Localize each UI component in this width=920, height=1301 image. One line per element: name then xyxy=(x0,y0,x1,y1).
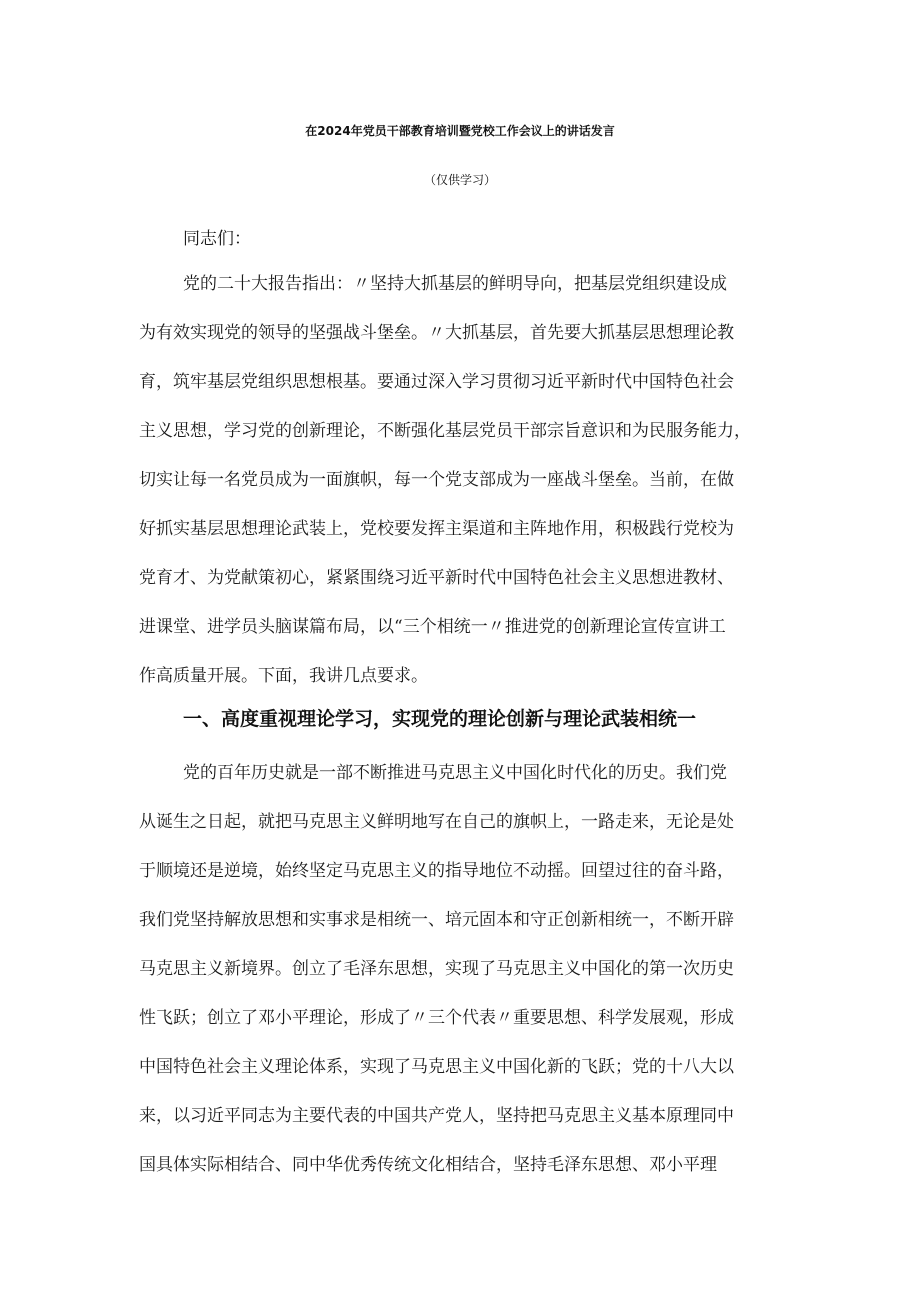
document-subtitle: （仅供学习） xyxy=(423,173,496,187)
paragraph-line: 马克思主义新境界。创立了毛泽东思想，实现了马克思主义中国化的第一次历史 xyxy=(139,959,734,979)
paragraph-line: 中国特色社会主义理论体系，实现了马克思主义中国化新的飞跃；党的十八大以 xyxy=(139,1057,734,1077)
paragraph-line: 好抓实基层思想理论武装上，党校要发挥主渠道和主阵地作用，积极践行党校为 xyxy=(139,519,734,539)
document-title: 在2024年党员干部教育培训暨党校工作会议上的讲话发言 xyxy=(305,124,615,138)
paragraph-line: 作高质量开展。下面，我讲几点要求。 xyxy=(139,666,428,686)
paragraph-line: 进课堂、进学员头脑谋篇布局，以“三个相统一〃推进党的创新理论宣传宣讲工 xyxy=(139,617,726,637)
paragraph-line: 性飞跃；创立了邓小平理论，形成了〃三个代表〃重要思想、科学发展观，形成 xyxy=(139,1008,734,1028)
paragraph-line: 为有效实现党的领导的坚强战斗堡垒。〃大抓基层，首先要大抓基层思想理论教 xyxy=(139,323,734,343)
salutation: 同志们： xyxy=(183,229,251,249)
paragraph-line: 育，筑牢基层党组织思想根基。要通过深入学习贯彻习近平新时代中国特色社会 xyxy=(139,372,734,392)
paragraph-line: 切实让每一名党员成为一面旗帜，每一个党支部成为一座战斗堡垒。当前，在做 xyxy=(139,470,734,490)
paragraph-line: 我们党坚持解放思想和实事求是相统一、培元固本和守正创新相统一，不断开辟 xyxy=(139,910,734,930)
paragraph-line: 来，以习近平同志为主要代表的中国共产党人，坚持把马克思主义基本原理同中 xyxy=(139,1106,734,1126)
paragraph-line: 从诞生之日起，就把马克思主义鲜明地写在自己的旗帜上，一路走来，无论是处 xyxy=(139,812,734,832)
paragraph-line: 党的二十大报告指出：〃坚持大抓基层的鲜明导向，把基层党组织建设成 xyxy=(183,274,727,294)
paragraph-line: 党育才、为党献策初心，紧紧围绕习近平新时代中国特色社会主义思想进教材、 xyxy=(139,568,734,588)
paragraph-line: 党的百年历史就是一部不断推进马克思主义中国化时代化的历史。我们党 xyxy=(183,763,727,783)
section-heading-1: 一、高度重视理论学习，实现党的理论创新与理论武装相统一 xyxy=(183,708,697,730)
paragraph-line: 主义思想，学习党的创新理论，不断强化基层党员干部宗旨意识和为民服务能力， xyxy=(139,421,751,441)
paragraph-line: 于顺境还是逆境，始终坚定马克思主义的指导地位不动摇。回望过往的奋斗路， xyxy=(139,861,734,881)
paragraph-line: 国具体实际相结合、同中华优秀传统文化相结合，坚持毛泽东思想、邓小平理 xyxy=(139,1155,717,1175)
